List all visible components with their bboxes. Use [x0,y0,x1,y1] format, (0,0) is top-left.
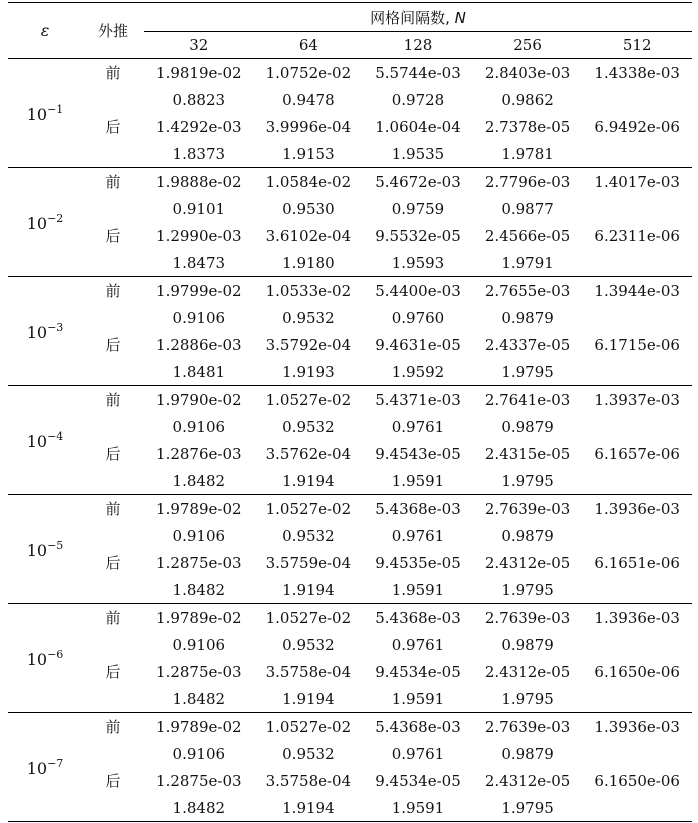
rate-cell: 1.9591 [391,471,445,490]
empty-label-cell [82,195,144,222]
epsilon-value [8,277,82,386]
after-label: 后 [105,445,121,463]
grid-intervals-header [144,3,692,32]
epsilon-exponent: −7 [47,756,64,770]
error-cell: 1.0527e-02 [265,499,352,518]
error-cell: 1.2990e-03 [156,226,242,245]
before-error-row [8,168,692,196]
rate-cell: 0.9761 [391,526,445,545]
rate-cell: 1.8481 [172,362,226,381]
rate-cell: 0.9761 [391,417,445,436]
error-cell: 1.3936e-03 [594,608,680,627]
epsilon-exponent: −1 [47,102,64,116]
empty-cell [582,358,692,386]
n-header-128: 128 [363,32,473,59]
error-cell: 2.7655e-03 [484,281,571,300]
after-label: 后 [105,227,121,245]
rate-cell: 1.9180 [282,253,335,272]
before-rate-row [8,522,692,549]
error-cell: 5.4368e-03 [375,499,461,518]
empty-label-cell [82,249,144,277]
epsilon-exponent: −5 [47,538,64,552]
epsilon-group [8,59,692,168]
error-cell: 3.6102e-04 [265,226,352,245]
empty-label-cell [82,740,144,767]
rate-cell: 1.9194 [282,689,335,708]
before-label: 前 [105,64,121,82]
epsilon-header [8,3,82,59]
epsilon-exponent: −2 [47,211,64,225]
rate-cell: 1.8482 [172,798,226,817]
error-cell: 6.1650e-06 [594,662,680,681]
empty-label-cell [82,358,144,386]
empty-label-cell [82,576,144,604]
epsilon-exponent: −6 [47,647,64,661]
empty-label-cell [82,522,144,549]
before-label: 前 [105,173,121,191]
after-label: 后 [105,554,121,572]
rate-cell: 1.9591 [391,689,445,708]
epsilon-group [8,495,692,604]
error-cell: 9.4534e-05 [375,662,461,681]
before-error-row [8,495,692,523]
before-rate-row [8,195,692,222]
error-cell: 5.4368e-03 [375,608,461,627]
after-rate-row [8,794,692,822]
error-cell: 1.3936e-03 [594,499,680,518]
error-cell: 1.0752e-02 [265,63,352,82]
error-cell: 6.9492e-06 [594,117,680,136]
epsilon-base: 10 [26,431,48,451]
rate-cell: 0.9106 [172,526,226,545]
epsilon-group [8,604,692,713]
error-cell: 1.9789e-02 [156,499,242,518]
rate-cell: 0.9478 [282,90,335,109]
after-rate-row [8,685,692,713]
rate-cell: 0.9532 [282,308,335,327]
epsilon-exponent: −3 [47,320,64,334]
empty-cell [582,249,692,277]
rate-cell: 0.9532 [282,744,335,763]
before-error-row [8,59,692,87]
rate-cell: 0.9761 [391,635,445,654]
rate-cell: 1.9795 [501,689,554,708]
after-error-row [8,658,692,685]
error-cell: 1.2875e-03 [156,662,242,681]
error-cell: 1.2876e-03 [156,444,242,463]
rate-cell: 0.8823 [172,90,226,109]
error-cell: 1.9790e-02 [156,390,242,409]
rate-cell: 0.9759 [391,199,445,218]
before-label: 前 [105,500,121,518]
extrapolation-header: 外推 [82,3,144,59]
rate-cell: 1.8473 [172,253,226,272]
epsilon-value [8,604,82,713]
empty-cell [582,794,692,822]
error-cell: 2.4337e-05 [484,335,571,354]
error-cell: 1.3944e-03 [594,281,680,300]
error-cell: 2.4312e-05 [484,771,571,790]
epsilon-value [8,168,82,277]
rate-cell: 1.9795 [501,798,554,817]
rate-cell: 1.9591 [391,798,445,817]
rate-cell: 0.9728 [391,90,445,109]
after-label: 后 [105,663,121,681]
rate-cell: 0.9532 [282,635,335,654]
after-error-row [8,440,692,467]
grid-intervals-label: 网格间隔数, [370,8,455,27]
error-cell: 5.5744e-03 [375,63,461,82]
epsilon-base: 10 [26,104,48,124]
before-rate-row [8,740,692,767]
epsilon-base: 10 [26,213,48,233]
after-label: 后 [105,772,121,790]
rate-cell: 0.9879 [501,417,554,436]
after-error-row [8,549,692,576]
rate-cell: 1.9592 [391,362,445,381]
error-cell: 6.1657e-06 [594,444,680,463]
error-cell: 1.9819e-02 [156,63,242,82]
error-cell: 9.5532e-05 [375,226,461,245]
rate-cell: 1.9593 [391,253,445,272]
error-cell: 3.5758e-04 [265,662,352,681]
error-cell: 2.7639e-03 [484,608,571,627]
empty-cell [582,576,692,604]
empty-cell [582,467,692,495]
empty-cell [582,522,692,549]
rate-cell: 1.9194 [282,471,335,490]
before-error-row [8,277,692,305]
empty-label-cell [82,140,144,168]
error-cell: 5.4368e-03 [375,717,461,736]
rate-cell: 0.9877 [501,199,554,218]
rate-cell: 0.9761 [391,744,445,763]
epsilon-group [8,168,692,277]
epsilon-base: 10 [26,758,48,778]
error-cell: 1.4017e-03 [594,172,680,191]
epsilon-base: 10 [26,322,48,342]
results-table [8,2,692,822]
epsilon-value [8,386,82,495]
error-cell: 2.4315e-05 [484,444,571,463]
empty-cell [582,631,692,658]
before-error-row [8,604,692,632]
error-cell: 5.4371e-03 [375,390,461,409]
error-cell: 2.4312e-05 [484,662,571,681]
before-label: 前 [105,391,121,409]
error-cell: 3.5758e-04 [265,771,352,790]
epsilon-base: 10 [26,649,48,669]
error-cell: 6.1650e-06 [594,771,680,790]
rate-cell: 1.9795 [501,580,554,599]
empty-cell [582,140,692,168]
error-cell: 5.4672e-03 [375,172,461,191]
rate-cell: 1.9795 [501,362,554,381]
error-cell: 1.0584e-02 [265,172,352,191]
rate-cell: 0.9879 [501,744,554,763]
empty-label-cell [82,86,144,113]
rate-cell: 1.9781 [501,144,554,163]
error-cell: 6.2311e-06 [594,226,680,245]
error-cell: 3.5759e-04 [265,553,352,572]
error-cell: 2.7639e-03 [484,499,571,518]
rate-cell: 1.8482 [172,471,226,490]
rate-cell: 0.9532 [282,526,335,545]
error-cell: 1.3937e-03 [594,390,680,409]
error-cell: 1.9888e-02 [156,172,242,191]
epsilon-base: 10 [26,540,48,560]
rate-cell: 0.9530 [282,199,335,218]
error-cell: 1.0527e-02 [265,717,352,736]
empty-cell [582,195,692,222]
n-header-256: 256 [473,32,583,59]
rate-cell: 1.9194 [282,580,335,599]
rate-cell: 0.9532 [282,417,335,436]
after-error-row [8,222,692,249]
after-rate-row [8,576,692,604]
rate-cell: 0.9101 [172,199,226,218]
empty-cell [582,740,692,767]
error-cell: 2.8403e-03 [484,63,571,82]
error-cell: 9.4534e-05 [375,771,461,790]
rate-cell: 1.9791 [501,253,554,272]
error-cell: 2.7641e-03 [484,390,571,409]
error-cell: 1.9789e-02 [156,717,242,736]
empty-label-cell [82,685,144,713]
epsilon-group [8,386,692,495]
error-cell: 1.2886e-03 [156,335,242,354]
epsilon-value [8,59,82,168]
error-cell: 1.4292e-03 [156,117,242,136]
empty-label-cell [82,794,144,822]
grid-n-symbol: N [454,8,466,27]
epsilon-value [8,713,82,822]
error-cell: 9.4631e-05 [375,335,461,354]
error-cell: 2.4312e-05 [484,553,571,572]
error-cell: 1.0527e-02 [265,608,352,627]
error-cell: 3.5762e-04 [265,444,352,463]
error-cell: 1.0533e-02 [265,281,352,300]
before-label: 前 [105,282,121,300]
epsilon-group [8,277,692,386]
n-header-64: 64 [254,32,364,59]
error-cell: 2.7639e-03 [484,717,571,736]
error-cell: 2.7378e-05 [484,117,571,136]
empty-cell [582,413,692,440]
empty-label-cell [82,304,144,331]
before-label: 前 [105,718,121,736]
error-cell: 2.4566e-05 [484,226,571,245]
table-header [8,3,692,59]
n-header-512: 512 [582,32,692,59]
rate-cell: 0.9879 [501,308,554,327]
error-cell: 3.5792e-04 [265,335,352,354]
rate-cell: 0.9862 [501,90,554,109]
error-cell: 3.9996e-04 [265,117,352,136]
before-label: 前 [105,609,121,627]
rate-cell: 0.9106 [172,308,226,327]
before-rate-row [8,631,692,658]
error-cell: 1.4338e-03 [594,63,680,82]
after-rate-row [8,249,692,277]
rate-cell: 1.9535 [391,144,445,163]
empty-label-cell [82,467,144,495]
empty-label-cell [82,413,144,440]
epsilon-value [8,495,82,604]
error-cell: 9.4535e-05 [375,553,461,572]
before-error-row [8,386,692,414]
after-rate-row [8,358,692,386]
n-header-32: 32 [144,32,254,59]
before-rate-row [8,413,692,440]
error-cell: 5.4400e-03 [375,281,461,300]
rate-cell: 1.9591 [391,580,445,599]
rate-cell: 1.8482 [172,580,226,599]
before-rate-row [8,304,692,331]
rate-cell: 1.8373 [172,144,226,163]
rate-cell: 0.9106 [172,635,226,654]
rate-cell: 0.9879 [501,526,554,545]
after-label: 后 [105,118,121,136]
rate-cell: 0.9760 [391,308,445,327]
error-cell: 1.3936e-03 [594,717,680,736]
after-rate-row [8,140,692,168]
rate-cell: 1.9153 [282,144,335,163]
after-rate-row [8,467,692,495]
error-cell: 2.7796e-03 [484,172,571,191]
error-cell: 9.4543e-05 [375,444,461,463]
epsilon-exponent: −4 [47,429,64,443]
error-cell: 1.9799e-02 [156,281,242,300]
after-label: 后 [105,336,121,354]
empty-cell [582,86,692,113]
error-cell: 6.1715e-06 [594,335,680,354]
epsilon-symbol: ε [40,21,50,40]
error-cell: 1.0527e-02 [265,390,352,409]
rate-cell: 0.9879 [501,635,554,654]
before-error-row [8,713,692,741]
error-cell: 1.2875e-03 [156,553,242,572]
rate-cell: 1.9795 [501,471,554,490]
empty-cell [582,304,692,331]
epsilon-group [8,713,692,822]
error-cell: 1.9789e-02 [156,608,242,627]
after-error-row [8,331,692,358]
error-cell: 1.2875e-03 [156,771,242,790]
empty-cell [582,685,692,713]
error-cell: 6.1651e-06 [594,553,680,572]
rate-cell: 1.9193 [282,362,335,381]
rate-cell: 0.9106 [172,744,226,763]
rate-cell: 0.9106 [172,417,226,436]
error-cell: 1.0604e-04 [375,117,461,136]
rate-cell: 1.8482 [172,689,226,708]
after-error-row [8,113,692,140]
after-error-row [8,767,692,794]
rate-cell: 1.9194 [282,798,335,817]
empty-label-cell [82,631,144,658]
before-rate-row [8,86,692,113]
